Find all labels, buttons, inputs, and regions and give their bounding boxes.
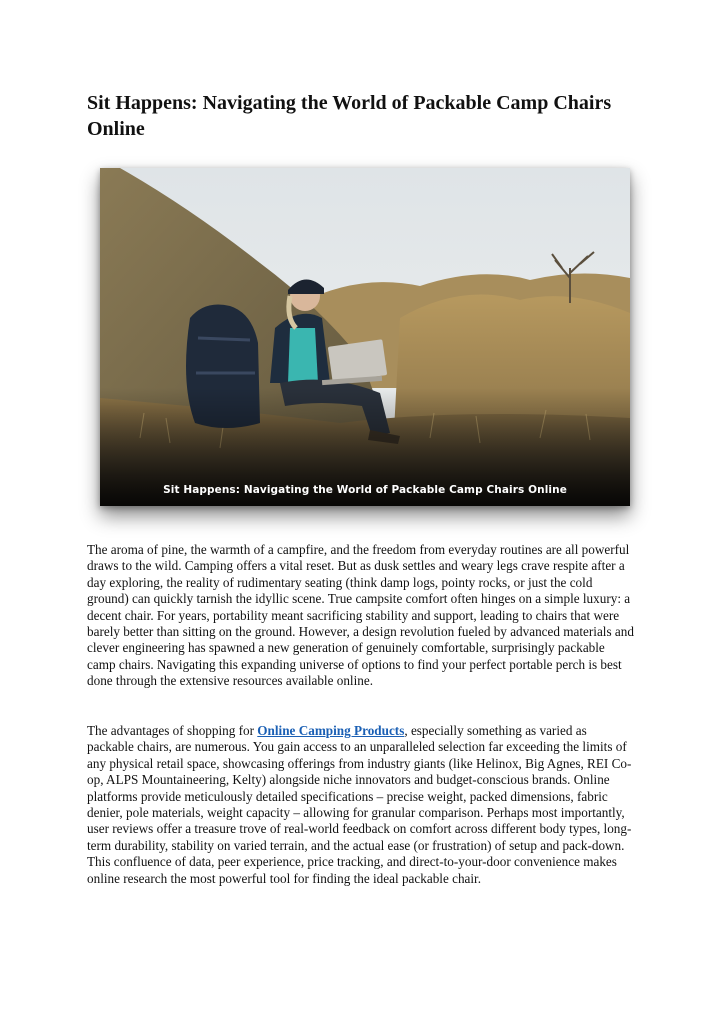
article-title: Sit Happens: Navigating the World of Packable Camp Chairs Online <box>87 92 612 140</box>
hero-image <box>100 168 630 506</box>
hiker-photo-illustration <box>100 168 630 506</box>
image-caption: Sit Happens: Navigating the World of Packable Camp Chairs Online <box>163 484 567 496</box>
online-camping-products-link[interactable]: Online Camping Products <box>257 723 405 738</box>
paragraph-advantages-body: , especially something as varied as packable chairs, are numerous. You gain access to an unparalleled selection far exceeding the limits of any physical retail space, showcasing offerings from industry giants (like Helinox, Big Agnes, REI Co-op, ALPS Mountaineering, Kelty) alongside niche innovators and budget-conscious brands. Online platforms provide meticulously detailed specifications – precise weight, packed dimensions, fabric denier, pole materials, weight capacity – allowing for granular comparison. Perhaps most importantly, user reviews offer a treasure trove of real-world feedback on comfort across different body types, long-term durability, stability on varied terrain, and the actual ease (or frustration) of setup and pack-down. This confluence of data, peer experience, price tracking, and direct-to-your-door convenience makes online research the most powerful tool for finding the ideal packable chair. <box>87 723 632 886</box>
paragraph-advantages <box>87 723 635 887</box>
paragraph-intro: The aroma of pine, the warmth of a campfire, and the freedom from everyday routines are all powerful draws to the wild. Camping offers a vital reset. But as dusk settles and weary legs crave respite after a day exploring, the reality of rudimentary seating (think damp logs, pointy rocks, or just the cold ground) can quickly tarnish the idyllic scene. True campsite comfort often hinges on a simple luxury: a decent chair. For years, portability meant sacrificing stability and support, leading to chairs that were barely better than sitting on the ground. However, a design revolution fueled by advanced materials and clever engineering has spawned a new generation of genuinely comfortable, surprisingly packable camp chairs. Navigating this expanding universe of options to find your perfect portable perch is best done through the extensive resources available online. <box>87 542 634 689</box>
paragraph-advantages-lead: The advantages of shopping for <box>87 723 258 738</box>
